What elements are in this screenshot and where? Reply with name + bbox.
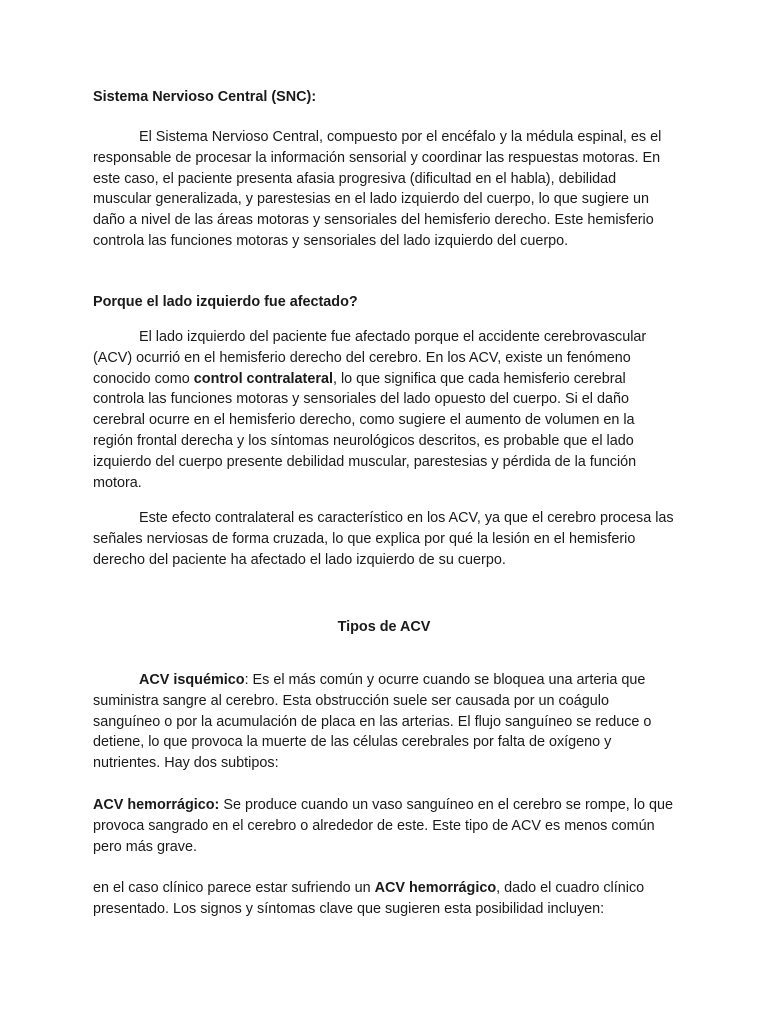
acv-hemorragico-paragraph [93, 795, 675, 857]
caso-clinico-paragraph [93, 878, 675, 920]
porque-paragraph-1 [93, 327, 675, 493]
caso-text-after: , dado el cuadro clínico presentado. Los signos y síntomas clave que sugieren esta posibilidad incluyen: [93, 880, 645, 917]
snc-paragraph: El Sistema Nervioso Central, compuesto por el encéfalo y la médula espinal, es el responsable de procesar la información sensorial y coordinar las respuestas motoras. En este caso, el paciente presenta afasia progresiva (dificultad en el habla), debilidad muscular generalizada, y parestesias en el lado izquierdo del cuerpo, lo que sugiere un daño a nivel de las áreas motoras y sensoriales del hemisferio derecho. Este hemisferio controla las funciones motoras y sensoriales del lado izquierdo del cuerpo. [93, 129, 662, 249]
porque-heading: Porque el lado izquierdo fue afectado? [93, 294, 358, 310]
acv-hemorragico-term: ACV hemorrágico: [93, 797, 220, 813]
porque-paragraph-2: Este efecto contralateral es característico en los ACV, ya que el cerebro procesa las señales nerviosas de forma cruzada, lo que explica por qué la lesión en el hemisferio derecho del paciente ha afectado el lado izquierdo de su cuerpo. [93, 510, 674, 568]
tipos-heading: Tipos de ACV [337, 619, 431, 635]
acv-hemorragico-text: Se produce cuando un vaso sanguíneo en el cerebro se rompe, lo que provoca sangrado en el cerebro o alrededor de este. Este tipo de ACV es menos común pero más grave. [93, 797, 673, 855]
caso-acv-hemorragico-term: ACV hemorrágico [374, 880, 497, 896]
acv-isquemico-paragraph [93, 670, 675, 774]
acv-isquemico-term: ACV isquémico [139, 672, 245, 688]
snc-heading: Sistema Nervioso Central (SNC): [93, 89, 317, 105]
porque-p1-text-after: , lo que significa que cada hemisferio cerebral controla las funciones motoras y sensoriales del lado opuesto del cuerpo. Si el daño cerebral ocurre en el hemisferio derecho, como sugiere el aumento de volumen en la región frontal derecha y los síntomas neurológicos descritos, es probable que el lado izquierdo del cuerpo presente debilidad muscular, parestesias y pérdida de la función motora. [93, 370, 637, 491]
porque-p1-text-before: El lado izquierdo del paciente fue afectado porque el accidente cerebrovascular (ACV) ocurrió en el hemisferio derecho del cerebro. En los ACV, existe un fenómeno conocido como [93, 329, 647, 387]
control-contralateral-term: control contralateral [193, 370, 333, 387]
acv-isquemico-text: : Es el más común y ocurre cuando se bloquea una arteria que suministra sangre al cerebro. Esta obstrucción suele ser causada por un coágulo sanguíneo o por la acumulación de placa en las arterias. El flujo sanguíneo se reduce o detiene, lo que provoca la muerte de las células cerebrales por falta de oxígeno y nutrientes. Hay dos subtipos: [93, 672, 652, 772]
caso-text-before: en el caso clínico parece estar sufriendo un [93, 880, 375, 896]
